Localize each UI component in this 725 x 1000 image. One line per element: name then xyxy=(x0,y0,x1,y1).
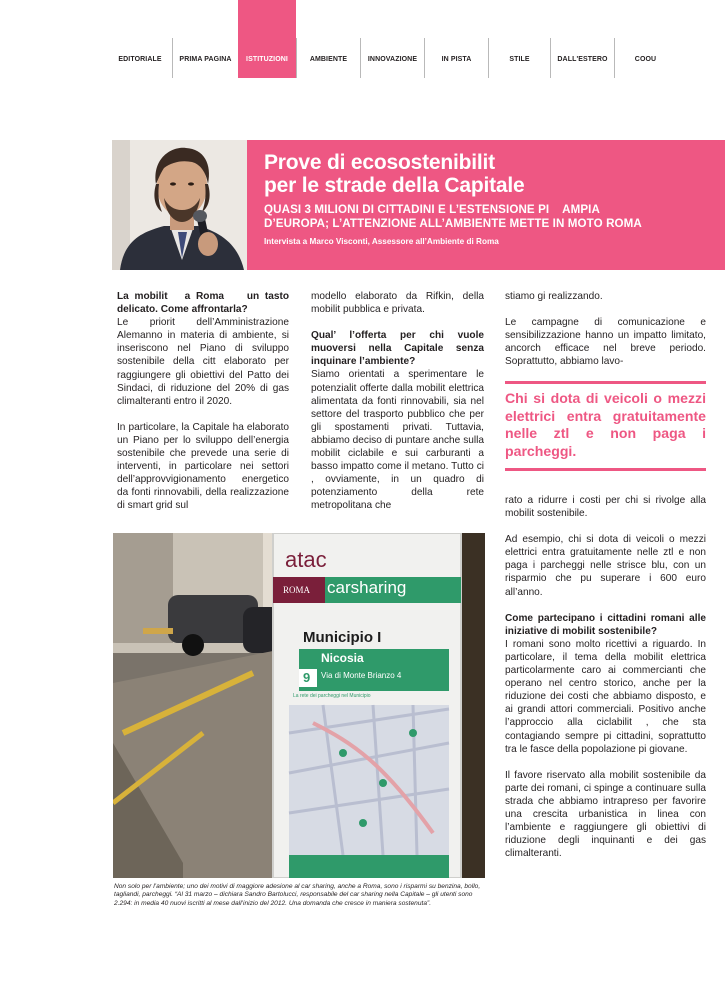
subtitle-line: QUASI 3 MILIONI DI CITTADINI E L’ESTENSIONE PI AMPIA xyxy=(264,203,600,216)
nav-item-stile[interactable] xyxy=(488,38,550,78)
nav-label: DALL'ESTERO xyxy=(557,56,608,63)
nav-item-in-pista[interactable] xyxy=(424,38,488,78)
paragraph: stiamo gi realizzando. xyxy=(505,291,603,302)
article-byline: Intervista a Marco Visconti, Assessore all’Ambiente di Roma xyxy=(264,237,499,246)
carsharing-photo xyxy=(113,533,485,878)
paragraph: rato a ridurre i costi per chi si rivolge alla mobilit sostenibile. xyxy=(505,495,706,520)
paragraph: Le campagne di comunicazione e sensibilizzazione hanno un impatto limitato, ancorch efficace nel breve periodo. Soprattutto, abbiamo lavo- xyxy=(505,317,706,368)
text-column-2 xyxy=(311,290,484,526)
nav-item-dall-estero[interactable] xyxy=(550,38,614,78)
text-column-1 xyxy=(117,290,292,526)
nav-item-istituzioni[interactable] xyxy=(238,0,296,78)
nav-item-ambiente[interactable] xyxy=(296,38,360,78)
interview-question: La mobilit a Roma un tasto delicato. Come affrontarla? xyxy=(117,291,292,316)
paragraph: I romani sono molto ricettivi a riguardo. In particolare, il tema della mobilit elettrica particolarmente caro ai commercianti che operano nel centro storico, anche per la riduzione dei costi che abbiamo disposto, e ai grandi attori commerciali. Positivo anche l’approccio alla ciclabilit , che sta contagiando sempre pi cittadini, soprattutto tra le fasce della popolazione pi giovane. xyxy=(505,638,706,755)
interview-question: Qual’ l’offerta per chi vuole muoversi nella Capitale senza inquinare l’ambiente? xyxy=(311,330,484,368)
nav-item-prima-pagina[interactable] xyxy=(172,38,238,78)
sign-service: carsharing xyxy=(327,578,407,597)
section-nav xyxy=(108,38,676,78)
sign-address: Via di Monte Brianzo 4 xyxy=(321,671,402,680)
nav-item-editoriale[interactable] xyxy=(108,38,172,78)
paragraph: Siamo orientati a sperimentare le potenzialit offerte dalla mobilit elettrica alimentata da fonti rinnovabili, sia nel settore del trasporto pubblico che per gli spostamenti privati. Tuttavia, abbiamo deciso di puntare anche sulla mobilit ciclabile e sui carburanti a basso impatto come il metano. Tutto ci , ovviamente, in un quadro di potenziamento della rete metropolitana che xyxy=(311,369,484,512)
paragraph: Ad esempio, chi si dota di veicoli o mezzi elettrici entra gratuitamente nelle ztl e non paga i parcheggi nelle strisce blu, con un risparmio che pu superare i 600 euro all’anno. xyxy=(505,534,706,598)
nav-label: COOU xyxy=(634,56,657,63)
title-line: per le strade della Capitale xyxy=(264,174,525,197)
sign-number: 9 xyxy=(303,670,311,685)
interview-question: Come partecipano i cittadini romani alle iniziative di mobilit sostenibile? xyxy=(505,612,706,637)
nav-label: INNOVAZIONE xyxy=(367,56,418,63)
sign-brand: atac xyxy=(285,547,327,572)
paragraph: Le priorit dell’Amministrazione Alemanno in materia di ambiente, si inseriscono nel Piano di sviluppo sostenibile della citt elaborato per raggiungere gli obiettivi del Patto dei Sindaci, di riduzione del 20% di gas climalteranti entro il 2020. xyxy=(117,317,289,407)
subtitle-line: D’EUROPA; L’ATTENZIONE ALL’AMBIENTE METTE IN MOTO ROMA xyxy=(264,216,642,230)
paragraph: Il favore riservato alla mobilit sostenibile da parte dei romani, ci spinge a continuare sulla strada che abbiamo intrapreso per favorire una crescita urbanistica in linea con l’ambiente e raggiungere gli obiettivi di riduzione degli inquinanti e dei gas climalteranti. xyxy=(505,769,706,860)
sign-station: Nicosia xyxy=(321,651,364,665)
portrait-photo xyxy=(112,140,247,270)
article-header xyxy=(247,140,725,270)
text-column-3-lower xyxy=(505,494,706,873)
article-title xyxy=(264,151,709,197)
nav-label: IN PISTA xyxy=(441,56,472,63)
nav-label: AMBIENTE xyxy=(309,56,348,63)
paragraph: In particolare, la Capitale ha elaborato un Piano per lo sviluppo dell’energia sostenibile che prevede una serie di interventi, in particolare nei settori dell’approvvigionamento energetico da fonti rinnovabili, della realizzazione di smart grid sul xyxy=(117,421,289,512)
sign-district: Municipio I xyxy=(303,629,382,646)
pull-quote: Chi si dota di veicoli o mezzi elettrici entra gratuitamente nelle ztl e non paga i parcheggi. xyxy=(505,381,706,471)
nav-label: EDITORIALE xyxy=(118,56,162,63)
article-subtitle xyxy=(264,203,709,230)
photo-caption: Non solo per l’ambiente; uno dei motivi di maggiore adesione al car sharing, anche a Roma, sono i risparmi su benzina, bollo, tagliandi, parcheggi. “Al 31 marzo – dichiara Sandro Bartolucci, responsabile del car sharing nella Capitale – gli utenti sono 2.294: in media 40 nuovi iscritti al mese dall’inizio del 2012. Una domanda che cresce in maniera sostenuta”. xyxy=(114,883,481,907)
nav-label: ISTITUZIONI xyxy=(246,56,288,63)
nav-item-coou[interactable] xyxy=(614,38,676,78)
sign-city: ROMA xyxy=(283,585,311,595)
paragraph: modello elaborato da Rifkin, della mobilit pubblica e privata. xyxy=(311,291,484,316)
title-line: Prove di ecosostenibilit xyxy=(264,151,495,174)
sign-map-title: La rete dei parcheggi nel Municipio xyxy=(293,693,371,699)
portrait-illustration xyxy=(112,140,247,270)
nav-label: STILE xyxy=(509,56,530,63)
text-column-3 xyxy=(505,290,706,484)
nav-label: PRIMA PAGINA xyxy=(179,56,232,63)
nav-item-innovazione[interactable] xyxy=(360,38,424,78)
